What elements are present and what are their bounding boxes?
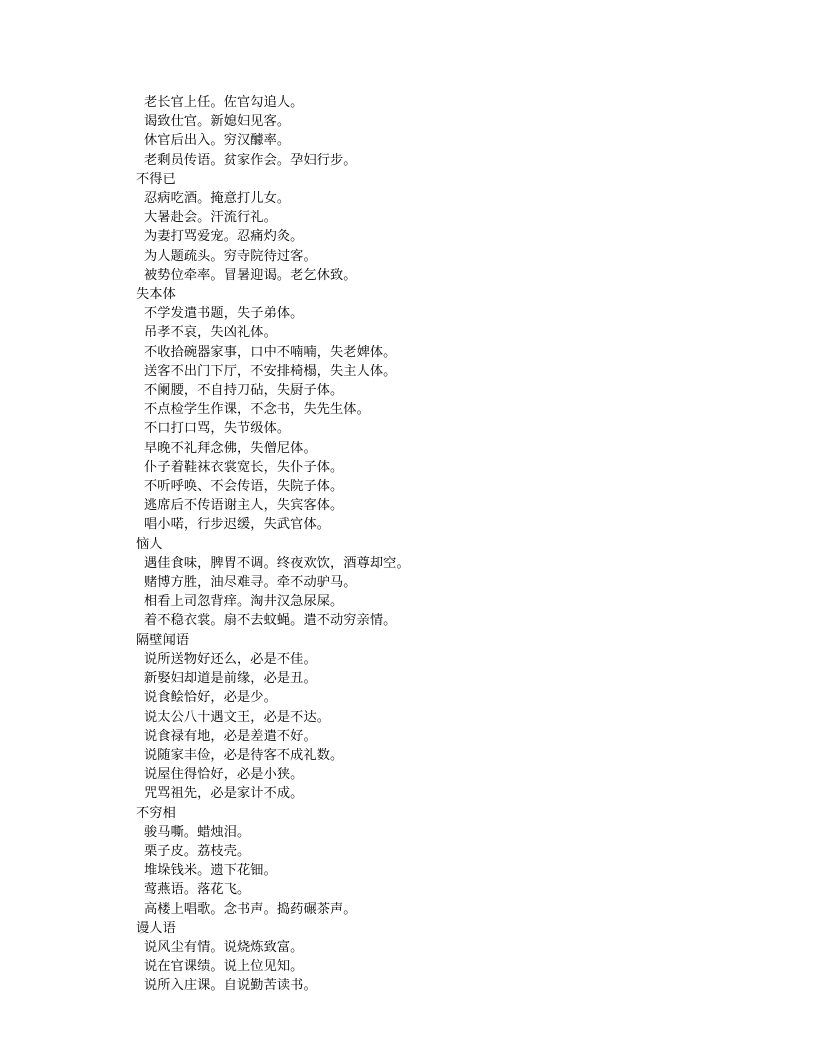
section-heading: 失本体 [136, 286, 176, 302]
text-line: 说食禄有地，必是差遣不好。 [144, 727, 317, 743]
text-line: 老长官上任。佐官勾追人。 [144, 94, 304, 109]
text-line: 着不稳衣裳。扇不去蚊蝇。遣不动穷亲情。 [144, 612, 397, 628]
text-line: 莺燕语。落花飞。 [144, 881, 251, 897]
text-line: 说随家丰俭，必是待客不成礼数。 [144, 746, 344, 762]
section-heading: 谩人语 [136, 919, 176, 935]
text-line: 说食鲙恰好，必是少。 [144, 689, 277, 705]
section-heading: 隔壁闻语 [136, 631, 190, 647]
text-line: 不收拾碗器家事，口中不喃喃，失老婢体。 [144, 343, 397, 359]
text-line: 说太公八十遇文王，必是不达。 [144, 708, 331, 724]
section-heading: 不得已 [136, 170, 176, 186]
text-line: 逃席后不传语谢主人，失宾客体。 [144, 497, 344, 513]
text-line: 相看上司忽背痒。淘井汉急尿屎。 [144, 593, 344, 609]
text-line: 高楼上唱歌。念书声。捣药碾茶声。 [144, 900, 357, 916]
text-line: 不点检学生作课，不念书，失先生体。 [144, 401, 370, 417]
text-line: 说所送物好还么，必是不佳。 [144, 650, 317, 666]
text-line: 不阑腰，不自持刀砧，失厨子体。 [144, 382, 344, 398]
text-line: 为妻打骂爱宠。忍痛灼灸。 [144, 228, 304, 244]
text-line: 谒致仕官。新媳妇见客。 [144, 113, 291, 129]
text-line: 老剩员传语。贫家作会。孕妇行步。 [144, 151, 357, 167]
section-heading: 恼人 [136, 535, 163, 551]
text-line: 为人题疏头。穷寺院待过客。 [144, 247, 317, 263]
text-line: 不口打口骂，失节级体。 [144, 420, 291, 436]
text-line: 说屋住得恰好，必是小狭。 [144, 766, 304, 782]
text-line: 堆垛钱米。遗下花钿。 [144, 862, 277, 878]
text-line: 休官后出入。穷汉醵率。 [144, 132, 291, 148]
text-line: 咒骂祖先，必是家计不成。 [144, 785, 304, 801]
text-line: 吊孝不哀，失凶礼体。 [144, 324, 277, 340]
text-line: 送客不出门下厅，不安排椅榻，失主人体。 [144, 362, 397, 378]
text-line: 新娶妇却道是前缘，必是丑。 [144, 670, 317, 686]
text-line: 说风尘有情。说烧炼致富。 [144, 938, 304, 954]
text-line: 大暑赴会。汗流行礼。 [144, 209, 277, 225]
text-line: 栗子皮。荔枝壳。 [144, 842, 251, 858]
text-line: 说在官课绩。说上位见知。 [144, 958, 304, 974]
text-line: 唱小喏，行步迟缓，失武官体。 [144, 516, 331, 532]
section-heading: 不穷相 [136, 804, 176, 820]
text-line: 赌博方胜，油尽难寻。牵不动驴马。 [144, 574, 357, 590]
text-line: 仆子着鞋袜衣裳宽长，失仆子体。 [144, 458, 344, 474]
text-line: 早晚不礼拜念佛，失僧尼体。 [144, 439, 317, 455]
text-line: 说所入庄课。自说勤苦读书。 [144, 977, 317, 993]
text-line: 忍病吃酒。掩意打儿女。 [144, 190, 291, 206]
text-line: 骏马嘶。蜡烛泪。 [144, 823, 251, 839]
text-line: 不学发遣书题，失子弟体。 [144, 305, 304, 321]
text-line: 不听呼唤、不会传语，失院子体。 [144, 478, 344, 494]
text-line: 被势位牵率。冒暑迎谒。老乞休致。 [144, 266, 357, 282]
text-line: 遇佳食味，脾胃不调。终夜欢饮，酒尊却空。 [144, 554, 410, 570]
document-text-body [136, 92, 720, 995]
